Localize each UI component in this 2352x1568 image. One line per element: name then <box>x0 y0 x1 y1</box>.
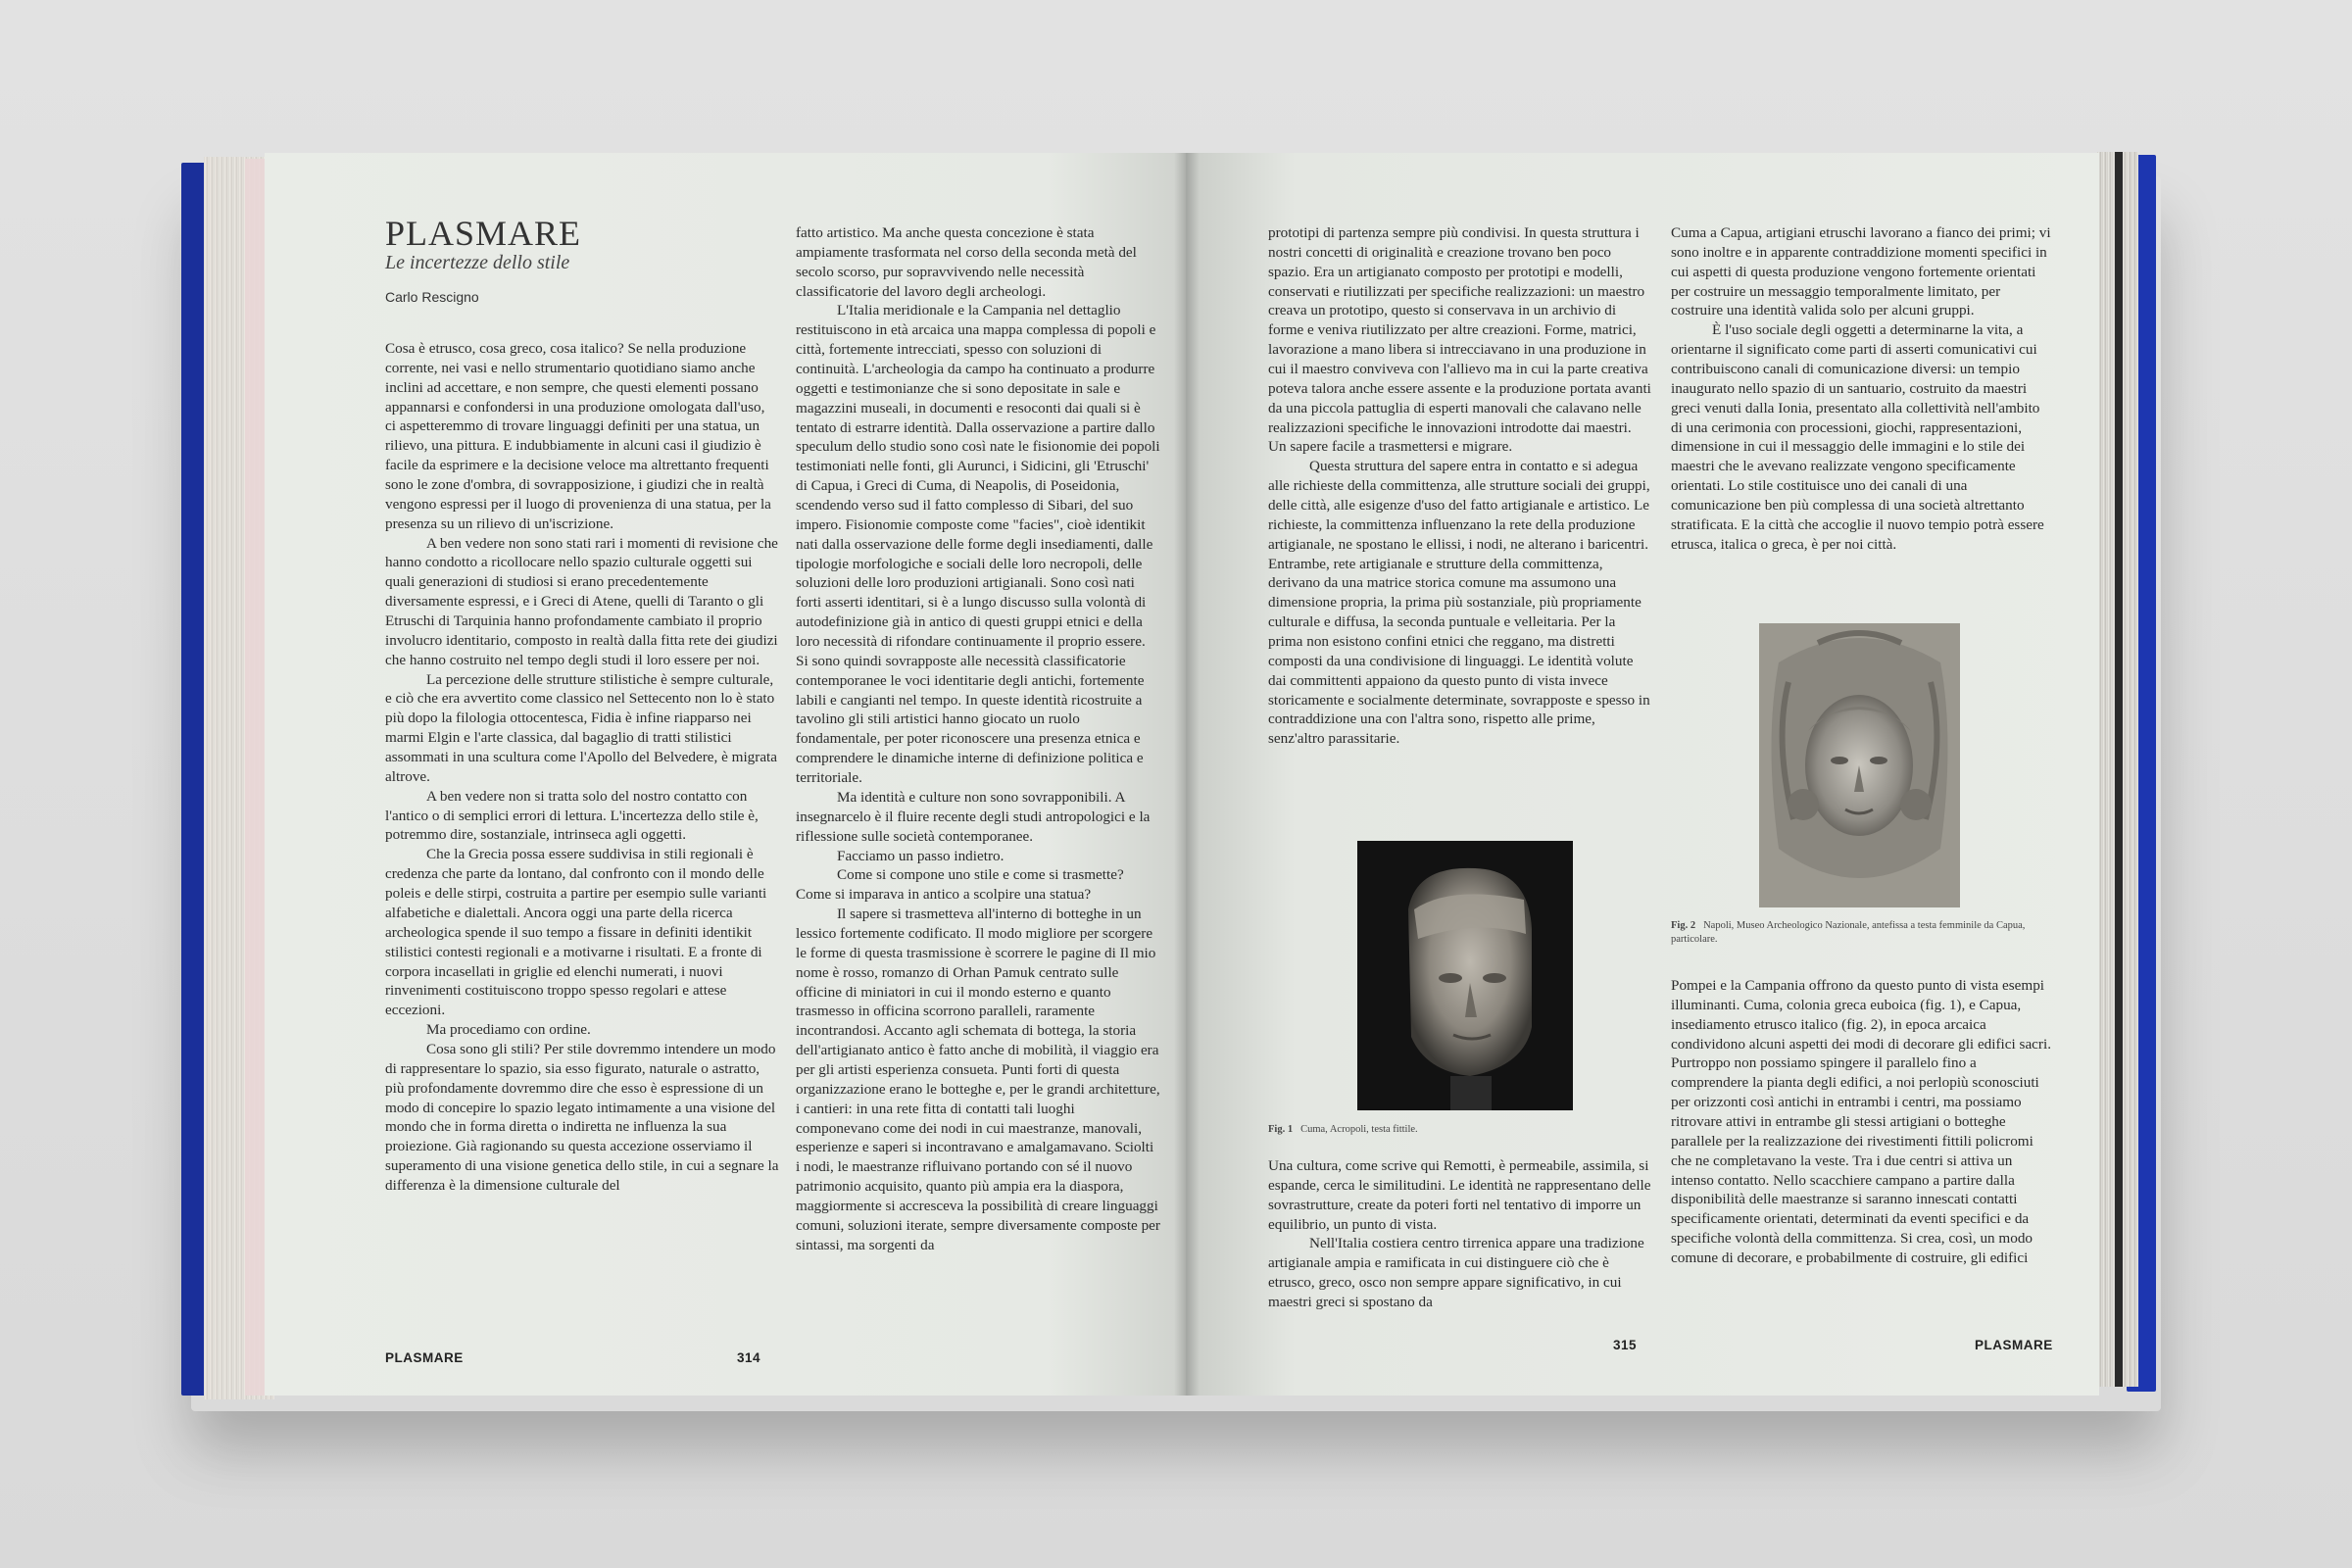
figure-1-label: Fig. 1 <box>1268 1124 1294 1135</box>
paragraph: A ben vedere non sono stati rari i momenti di revisione che hanno condotto a ricollocare nello spazio culturale oggetti sui quali generazioni di studiosi si erano precedentemente diversamente espressi, e i Greci di Atene, quelli di Taranto o gli Etruschi di Tarquinia hanno profondamente cambiato il proprio involucro identitario, composto in realtà dalla fitta rete dei giudizi che hanno costruito nel tempo degli studi il loro essere per noi. <box>385 534 778 668</box>
paragraph: Cosa è etrusco, cosa greco, cosa italico? Se nella produzione corrente, nei vasi e nello strumentario quotidiano siamo anche inclini ad accettare, e non sempre, che questi elementi possano appannarsi e confondersi in una produzione omologata dall'uso, ci aspetteremmo di trovare linguaggi definiti per una statua, un rilievo, una pittura. E indubbiamente in alcuni casi il giudizio è facile da esprimere e la decisione veloce ma altrettanto frequenti sono le zone d'ombra, di sovrapposizione, i giudizi che in realtà vengono espressi per il luogo di provenienza di una statua, per la presenza su un rilievo di un'iscrizione. <box>385 340 771 532</box>
paragraph: È l'uso sociale degli oggetti a determinarne la vita, a orientarne il significato come parti di asserti comunicativi cui contribuiscono canali di comunicazione diversi: un tempio inaugurato nello spazio di un santuario, costruito da maestri greci venuti dalla Ionia, presentato alla collettività nell'ambito di una cerimonia con processioni, giochi, rappresentazioni, dimensione in cui il messaggio delle immagini e lo stile dei maestri che le avevano realizzate vengono specificamente orientati. Lo stile costituisce uno dei canali di una comunicazione ben più complessa di una società altrettanto stratificata. E la città che accoglie il nuovo tempio potrà essere etrusca, italica o greca, è per noi città. <box>1671 321 2044 553</box>
left-column-1 <box>385 339 779 1196</box>
paragraph: L'Italia meridionale e la Campania nel dettaglio restituiscono in età arcaica una mappa complessa di popoli e città, fortemente intrecciati, spesso con soluzioni di continuità. L'archeologia da campo ha continuato a produrre oggetti e testimonianze che si sono depositate in sale e magazzini museali, in documenti e resoconti dai quali si è tentato di estrarre identità. Dalla osservazione a partire dallo speculum dello studio sono così nate le fisionomie dei popoli testimoniati nelle fonti, gli Aurunci, i Sidicini, gli 'Etruschi' di Capua, i Greci di Cuma, di Neapolis, di Poseidonia, scendendo verso sud il fatto complesso di Sibari, del suo impero. Fisionomie composte come "facies", cioè identikit nati dalla osservazione delle forme degli insediamenti, dalle tipologie morfologiche e sociali delle loro necropoli, delle soluzioni delle loro produzioni artigianali. Sono così nati forti asserti identitari, si è a lungo discusso sulla volontà di autodefinizione già in antico di questi gruppi etnici e della loro necessità di rifondare continuamente il proprio essere. Si sono quindi sovrapposte alle necessità classificatorie contemporanee le voci identitarie degli antichi, fortemente labili e cangianti nel tempo. In queste identità ricostruite a tavolino gli stili artistici hanno giocato un ruolo fondamentale, per poter riconoscere una presenza etnica e comprendere le dinamiche interne di definizione politica e territoriale. <box>796 302 1160 787</box>
right-column-1-top <box>1268 223 1652 749</box>
paragraph: Pompei e la Campania offrono da questo punto di vista esempi illuminanti. Cuma, colonia greca euboica (fig. 1), e Capua, insediamento etrusco italico (fig. 2), in epoca arcaica condividono alcuni aspetti dei modi di decorare gli edifici sacri. Purtroppo non possiamo spingere il parallelo fino a comprendere la pianta degli edifici, a noi perlopiù sconosciuti per orizzonti così antichi in entrambi i centri, ma possiamo ritrovare attivi in entrambe gli stessi artigiani o botteghe parallele per la realizzazione dei rivestimenti fittili policromi che ne completavano la veste. Tra i due centri si attiva un intenso contatto. Nello scacchiere campano a partire dalla disponibilità delle maestranze si saranno innescati contatti specificamente orientati, determinati da eventi specifici e da specifiche volontà della committenza. Si crea, così, un modo comune di decorare, e probabilmente di costruire, gli edifici <box>1671 977 2052 1267</box>
figure-1-caption-text: Cuma, Acropoli, testa fittile. <box>1300 1124 1418 1135</box>
paragraph: A ben vedere non si tratta solo del nostro contatto con l'antico o di semplici errori di lettura. L'incertezza dello stile è, potremmo dire, sostanziale, intrinseca agli oggetti. <box>385 787 759 844</box>
figure-2-caption-text: Napoli, Museo Archeologico Nazionale, antefissa a testa femminile da Capua, particolare. <box>1671 920 2026 946</box>
figure-2-caption <box>1671 919 2034 947</box>
paragraph: prototipi di partenza sempre più condivisi. In questa struttura i nostri concetti di originalità e creazione trovano ben poco spazio. Era un artigianato composto per prototipi e modelli, conservati e riutilizzati per specifiche realizzazioni: un maestro creava un prototipo, questo si conservava in un archivio di forme e veniva riutilizzato per altre creazioni. Forme, matrici, lavorazione a mano libera si intrecciavano in una produzione in cui il maestro conviveva con l'allievo ma in cui la parte creativa poteva talora anche essere assente e la produzione portata avanti da una piccola pattuglia di esperti manovali che calavano nelle realizzazioni specifiche le innovazioni introdotte dai maestri. Un sapere facile a trasmettersi e migrare. <box>1268 224 1651 456</box>
figure-2-label: Fig. 2 <box>1671 920 1696 931</box>
figure-1-caption <box>1268 1123 1562 1137</box>
paragraph: Come si compone uno stile e come si trasmette? Come si imparava in antico a scolpire una statua? <box>796 866 1124 904</box>
paragraph: Che la Grecia possa essere suddivisa in stili regionali è credenza che parte da lontano, dal confronto con il mondo delle poleis e delle stirpi, costruita a partire per esempio sulle varianti alfabetiche e dialettali. Ancora oggi una parte della ricerca archeologica spende il suo tempo a fissare in definiti identikit stilistici contesti regionali e a motivarne i risultati. E a fronte di corpora incasellati in griglie ed elenchi numerati, i nuovi rinvenimenti costituiscono troppo spesso regolari e attese eccezioni. <box>385 846 767 1019</box>
figure-1-image <box>1357 841 1573 1110</box>
paragraph: fatto artistico. Ma anche questa concezione è stata ampiamente trasformata nel corso della seconda metà del secolo scorso, pur sopravvivendo nelle necessità classificatorie del lavoro degli archeologi. <box>796 224 1137 300</box>
paragraph: La percezione delle strutture stilistiche è sempre culturale, e ciò che era avvertito come classico nel Settecento non lo è stato più dopo la filologia ottocentesca, Fidia è infine riapparso nei marmi Elgin e l'arte classica, dal bagaglio di tratti stilistici assommati in una scultura come l'Apollo del Belvedere, è migrata altrove. <box>385 670 778 785</box>
chapter-subtitle: Le incertezze dello stile <box>385 252 570 273</box>
paragraph: Cuma a Capua, artigiani etruschi lavorano a fianco dei primi; vi sono inoltre e in apparente contraddizione momenti specifici in cui aspetti di questa produzione vengono fortemente orientati per costruire un messaggio temporalmente limitato, per costruire una identità valida solo per alcuni gruppi. <box>1671 224 2051 319</box>
running-footer-title: PLASMARE <box>1975 1338 2053 1352</box>
paragraph: Facciamo un passo indietro. <box>837 847 1004 864</box>
chapter-title: PLASMARE <box>385 214 582 253</box>
page-number: 315 <box>1613 1338 1638 1352</box>
paragraph: Ma identità e culture non sono sovrapponibili. A insegnarcelo è il fluire recente degli studi antropologici e la riflessione sulle società contemporanee. <box>796 788 1151 845</box>
paragraph: Il sapere si trasmetteva all'interno di botteghe in un lessico fortemente codificato. Il modo migliore per scorgere le forme di questa trasmissione è scorrere le pagine di Il mio nome è rosso, romanzo di Orhan Pamuk centrato sulle officine di miniatori in cui il mondo esterno e quanto trasmesso in officina scorrono paralleli, raramente incontrandosi. Accanto agli schemata di bottega, la storia dell'artigianato antico è fatto anche di mobilità, il viaggio era per gli artisti esperienza consueta. Punti forti di questa organizzazione erano le botteghe e, per le grandi architetture, i cantieri: in una rete fitta di contatti tali luoghi componevano come dei nodi in cui maestranze, manovali, esperienze e saperi si incontravano e amalgamavano. Sciolti i nodi, le maestranze rifluivano portando con sé il nuovo patrimonio acquisito, quanto più ampia era la diaspora, maggiormente si accresceva la possibilità di creare linguaggi comuni, soluzioni iterate, sempre diversamente composte per sintassi, ma sorgenti da <box>796 906 1160 1253</box>
figure-2-image <box>1759 623 1960 907</box>
paragraph: Una cultura, come scrive qui Remotti, è permeabile, assimila, si espande, cerca le similitudini. Le identità ne rappresentano delle sovrastrutture, create da poteri forti nel tentativo di imporre un equilibrio, un punto di vista. <box>1268 1157 1651 1233</box>
right-column-1-bottom <box>1268 1156 1652 1312</box>
running-footer-title: PLASMARE <box>385 1350 464 1365</box>
right-column-2-top <box>1671 223 2053 555</box>
paragraph: Ma procediamo con ordine. <box>426 1021 591 1039</box>
page-edges-right <box>2097 152 2138 1387</box>
paragraph: Cosa sono gli stili? Per stile dovremmo intendere un modo di rappresentare lo spazio, sia esso figurato, naturale o astratto, più profondamente dovremmo dire che esso è espressione di un modo di concepire lo spazio legato intimamente a una visione del mondo che in forma diretta o indiretta ne influenza la sua proiezione. Già ragionando su questa accezione osserviamo il superamento di una visione genetica dello stile, in cui a segnare la differenza è la dimensione culturale del <box>385 1040 779 1194</box>
paragraph: Questa struttura del sapere entra in contatto e si adegua alle richieste della committenza, alle strutture sociali dei gruppi, delle città, alle esigenze d'uso del fatto artigianale e artistico. Le richieste, la committenza influenzano la rete della produzione artigianale, ne spostano le ellissi, i nodi, ne alterano i baricentri. Entrambe, rete artigianale e strutture della committenza, derivano da una matrice storica comune ma assumono una dimensione propria, la prima più sostanziale, più propriamente culturale e diffusa, la seconda puntuale e velleitaria. Per la prima non esistono confini etnici che reggano, ma distretti composti da una condivisione di linguaggi. Le identità volute dai committenti appaiono da questo punto di vista invece storicamente e socialmente determinate, sovrapposte e spesso in contraddizione una con l'altra sono, rispetto alle prime, senz'altro parassitarie. <box>1268 458 1650 748</box>
right-column-2-bottom <box>1671 976 2053 1268</box>
left-column-2 <box>796 223 1160 1255</box>
book-gutter <box>1174 153 1200 1396</box>
paragraph: Nell'Italia costiera centro tirrenica appare una tradizione artigianale ampia e ramificata in cui distinguere ciò che è etrusco, greco, osco non sempre appare significativo, in cui maestri greci si spostano da <box>1268 1235 1644 1311</box>
author-name: Carlo Rescigno <box>385 289 479 305</box>
page-number: 314 <box>737 1350 761 1365</box>
